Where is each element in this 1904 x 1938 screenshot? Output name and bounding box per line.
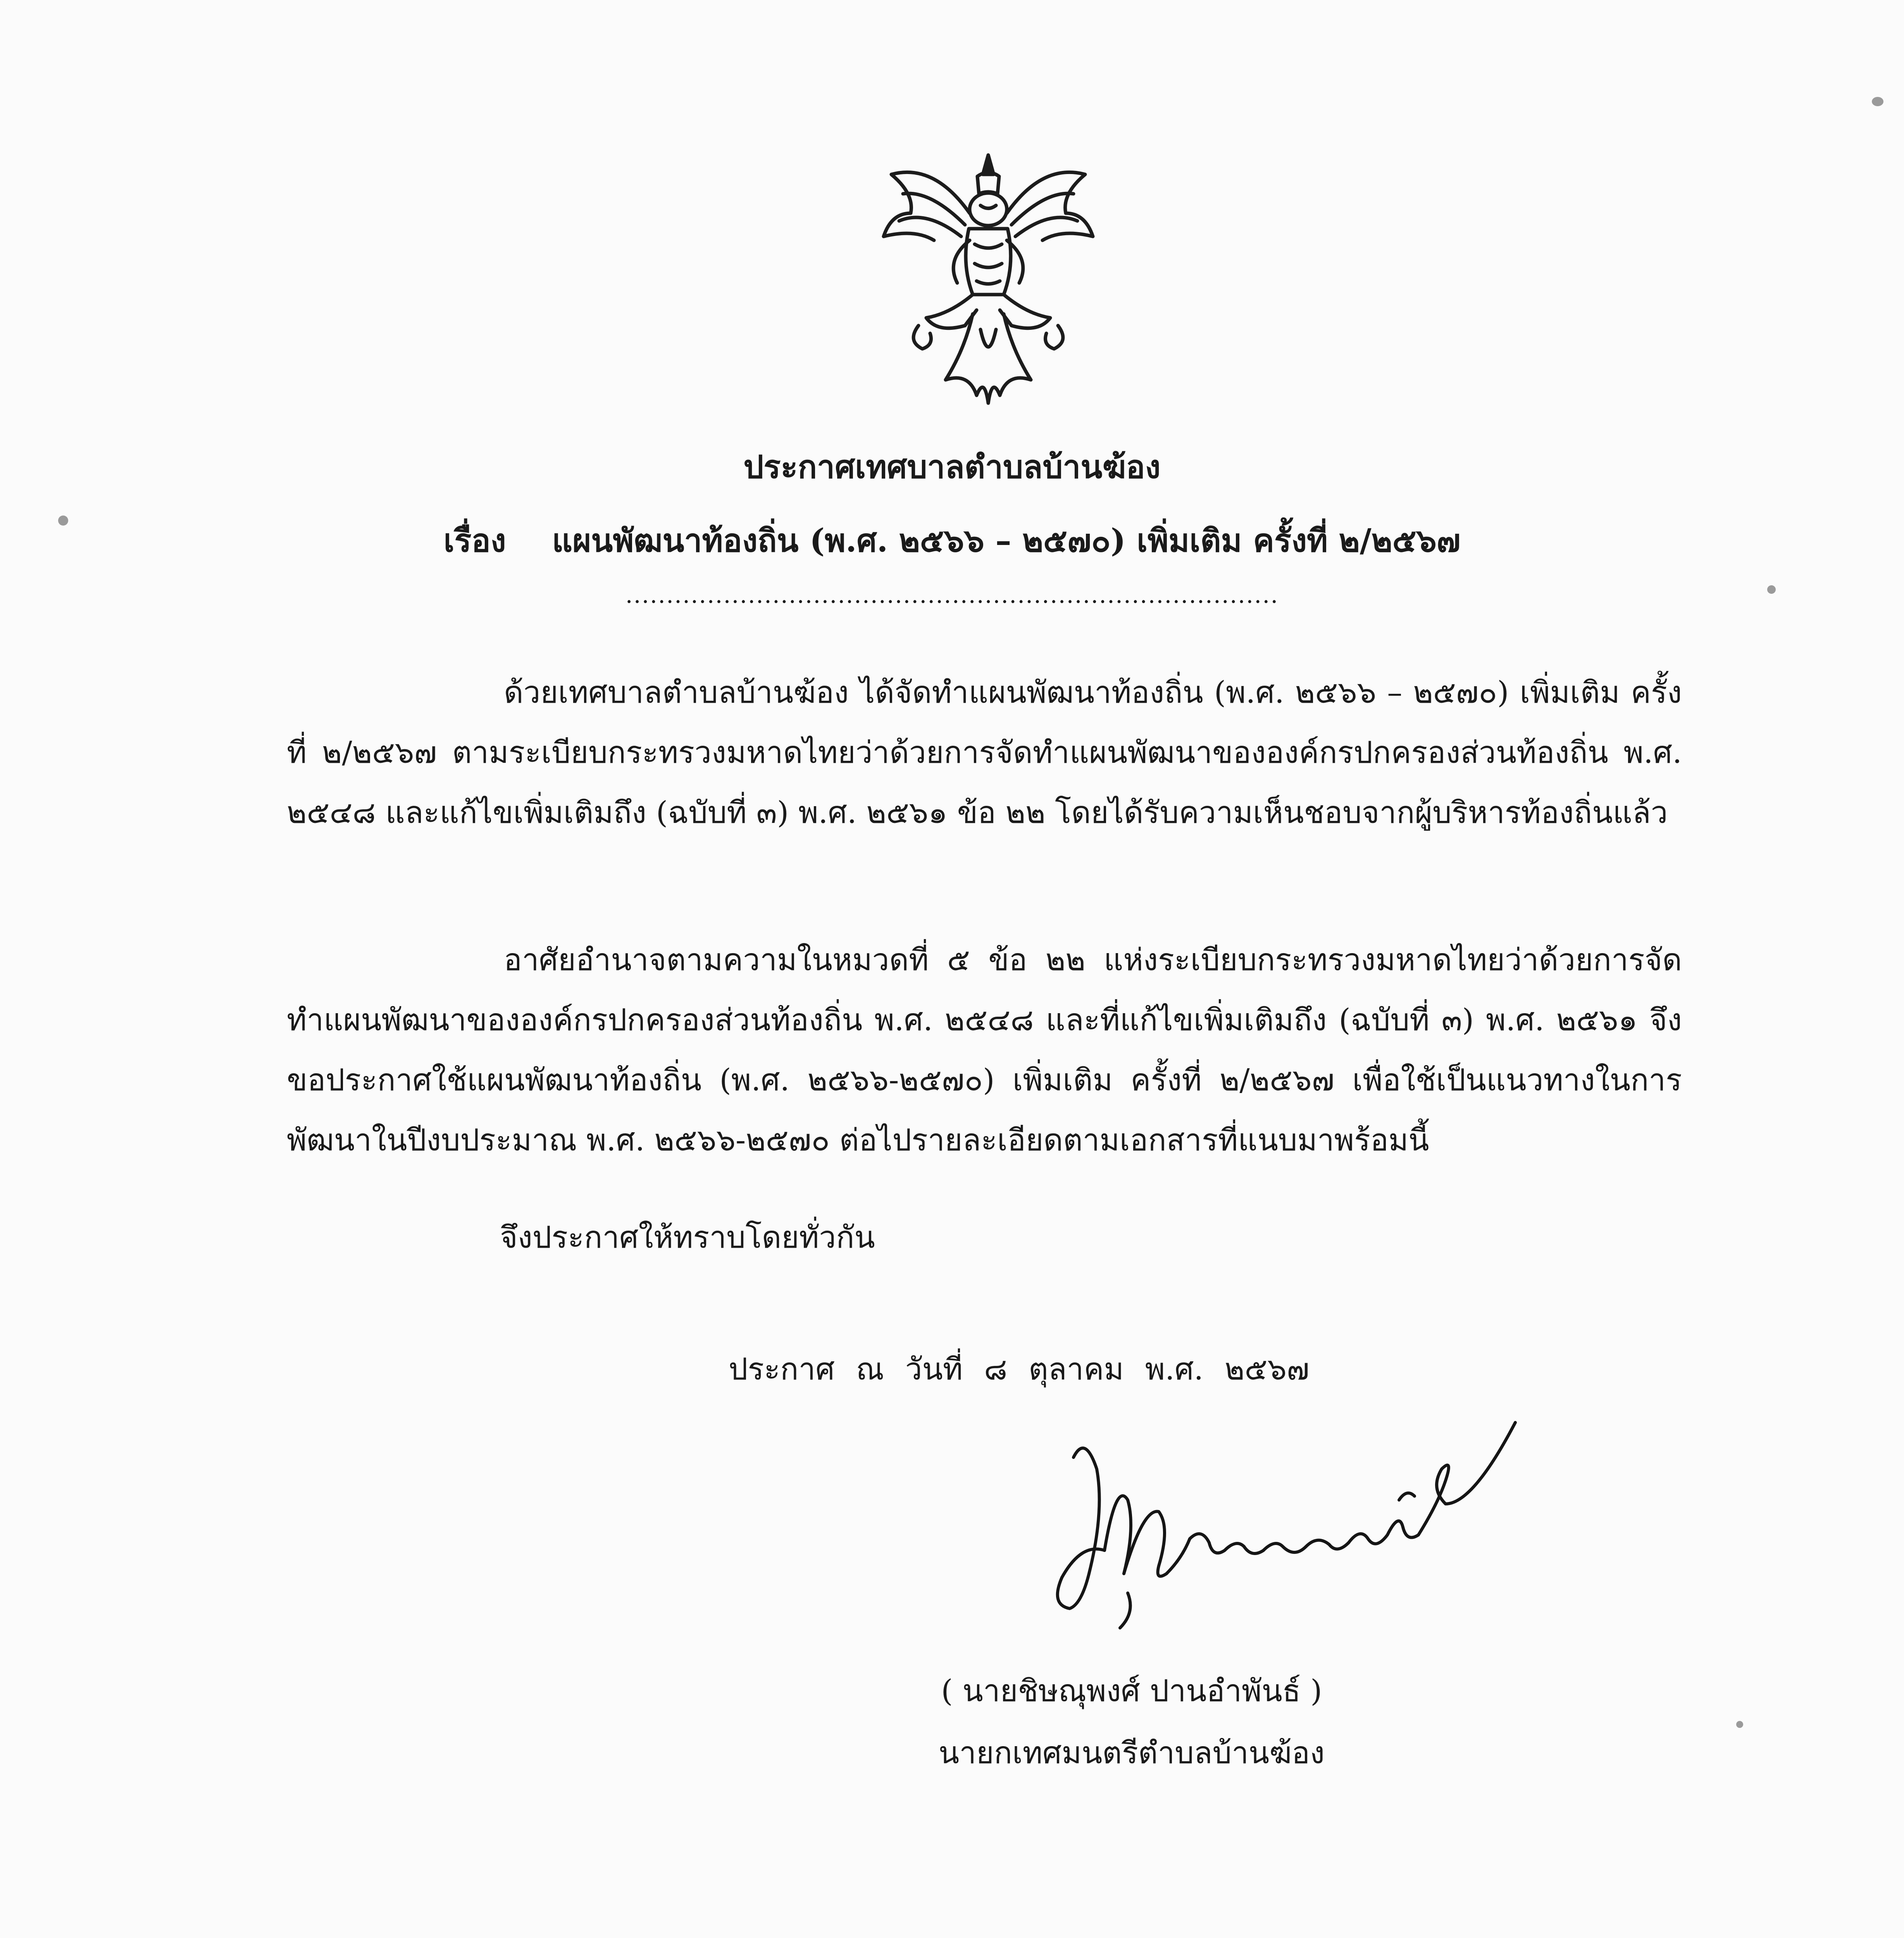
body-paragraph-2: อาศัยอำนาจตามความในหมวดที่ ๕ ข้อ ๒๒ แห่งระเบียบกระทรวงมหาดไทยว่าด้วยการจัดทำแผนพัฒนาขององค์กรปกครองส่วนท้องถิ่น พ.ศ. ๒๕๔๘ และที่แก้ไขเพิ่มเติมถึง (ฉบับที่ ๓) พ.ศ. ๒๕๖๑ จึงขอประกาศใช้แผนพัฒนาท้องถิ่น (พ.ศ. ๒๕๖๖-๒๕๗๐) เพิ่มเติม ครั้งที่ ๒/๒๕๖๗ เพื่อใช้เป็นแนวทางในการพัฒนาในปีงบประมาณ พ.ศ. ๒๕๖๖-๒๕๗๐ ต่อไปรายละเอียดตามเอกสารที่แนบมาพร้อมนี้ — [287, 943, 1682, 1158]
signer-name: ( นายชิษณุพงศ์ ปานอำพันธ์ ) — [941, 1674, 1322, 1709]
subject-text: แผนพัฒนาท้องถิ่น (พ.ศ. ๒๕๖๖ – ๒๕๗๐) เพิ่มเติม ครั้งที่ ๒/๒๕๖๗ — [552, 522, 1461, 559]
scan-speck — [1767, 585, 1776, 594]
signer-position: นายกเทศมนตรีตำบลบ้านฆ้อง — [938, 1736, 1325, 1771]
garuda-emblem-icon — [868, 147, 1108, 419]
subject-label: เรื่อง — [443, 522, 506, 559]
announcement-title: ประกาศเทศบาลตำบลบ้านฆ้อง — [743, 448, 1161, 486]
scan-speck — [58, 516, 68, 526]
handwritten-signature-icon — [1027, 1411, 1531, 1667]
scan-speck — [1736, 1721, 1743, 1728]
body-paragraph-3: จึงประกาศให้ทราบโดยทั่วกัน — [500, 1220, 875, 1255]
scan-speck — [1872, 97, 1883, 106]
dotted-divider: ................................................................................ — [625, 581, 1279, 609]
announcement-date: ประกาศ ณ วันที่ ๘ ตุลาคม พ.ศ. ๒๕๖๗ — [729, 1352, 1310, 1387]
subject-line — [0, 516, 1904, 566]
body-paragraph-1: ด้วยเทศบาลตำบลบ้านฆ้อง ได้จัดทำแผนพัฒนาท้องถิ่น (พ.ศ. ๒๕๖๖ – ๒๕๗๐) เพิ่มเติม ครั้งที่ ๒/๒๕๖๗ ตามระเบียบกระทรวงมหาดไทยว่าด้วยการจัดทำแผนพัฒนาขององค์กรปกครองส่วนท้องถิ่น พ.ศ. ๒๕๔๘ และแก้ไขเพิ่มเติมถึง (ฉบับที่ ๓) พ.ศ. ๒๕๖๑ ข้อ ๒๒ โดยได้รับความเห็นชอบจากผู้บริหารท้องถิ่นแล้ว — [287, 675, 1682, 830]
